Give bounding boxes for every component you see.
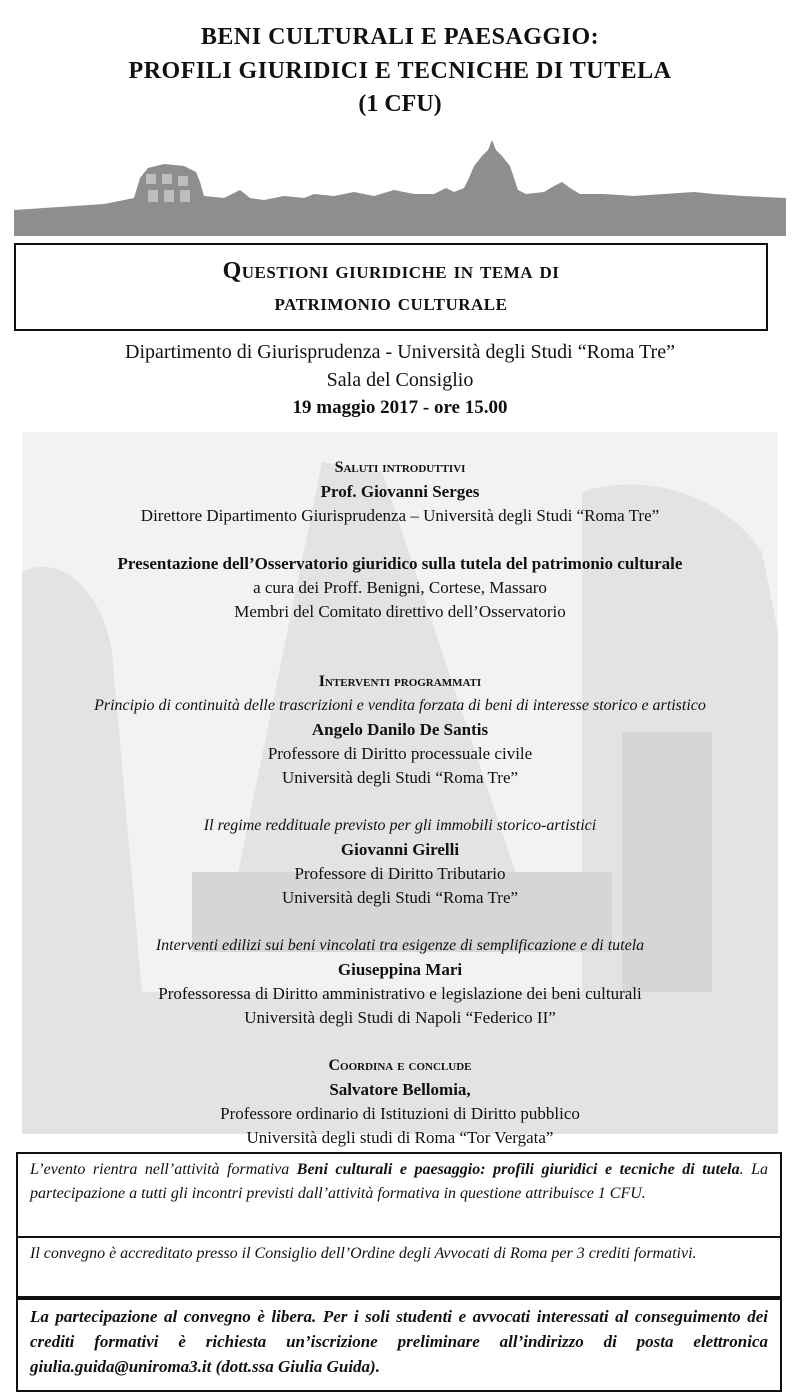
- rome-skyline-illustration: [14, 138, 786, 236]
- talk-item: [22, 814, 778, 910]
- talk-topic: Principio di continuità delle trascrizioni e vendita forzata di beni di interesse storico e artistico: [94, 697, 706, 714]
- talk-topic: Interventi edilizi sui beni vincolati tra esigenze di semplificazione e di tutela: [155, 937, 645, 954]
- speaker-name: Prof. Giovanni Serges: [320, 482, 480, 501]
- talk-item: [22, 694, 778, 790]
- event-title-line2: patrimonio culturale: [274, 290, 508, 316]
- section-heading-coordina: Coordina e conclude: [328, 1057, 472, 1074]
- course-title-line1: BENI CULTURALI E PAESAGGIO:: [200, 24, 600, 50]
- talk-topic: Il regime reddituale previsto per gli immobili storico-artistici: [203, 817, 597, 834]
- section-heading-interventi: Interventi programmati: [318, 673, 482, 690]
- cfu-note-course-name: Beni culturali e paesaggio: profili giuridici e tecniche di tutela: [296, 1161, 740, 1178]
- speaker-name: Angelo Danilo De Santis: [311, 720, 489, 739]
- speaker-name: Salvatore Bellomia,: [329, 1080, 471, 1099]
- course-header: [0, 0, 800, 120]
- speaker-affiliation: Università degli Studi “Roma Tre”: [281, 888, 519, 907]
- event-date: 19 maggio 2017 - ore 15.00: [292, 397, 508, 418]
- speaker-role: Professoressa di Diritto amministrativo e legislazione dei beni culturali: [158, 984, 642, 1003]
- venue-department: Dipartimento di Giurisprudenza - Università degli Studi “Roma Tre”: [125, 341, 675, 363]
- presentation-curators: a cura dei Proff. Benigni, Cortese, Massaro: [253, 578, 547, 597]
- course-credits: (1 CFU): [358, 91, 442, 117]
- section-heading-saluti: Saluti introduttivi: [334, 459, 466, 476]
- registration-note-box: [16, 1298, 782, 1392]
- presentation-title: Presentazione dell’Osservatorio giuridico sulla tutela del patrimonio culturale: [117, 554, 683, 573]
- presentation-curators-role: Membri del Comitato direttivo dell’Osservatorio: [234, 602, 566, 621]
- venue-info: [0, 338, 800, 422]
- speaker-affiliation: Università degli studi di Roma “Tor Vergata”: [246, 1128, 554, 1147]
- cfu-note-text: L’evento rientra nell’attività formativa: [30, 1161, 297, 1178]
- speaker-role: Professore di Diritto Tributario: [294, 864, 506, 883]
- speaker-role: Professore ordinario di Istituzioni di Diritto pubblico: [220, 1104, 580, 1123]
- talk-item: [22, 934, 778, 1030]
- venue-room: Sala del Consiglio: [326, 369, 474, 391]
- speaker-role: Professore di Diritto processuale civile: [267, 744, 533, 763]
- speaker-affiliation: Università degli Studi “Roma Tre”: [281, 768, 519, 787]
- course-title-line2: PROFILI GIURIDICI E TECNICHE DI TUTELA: [128, 58, 672, 84]
- program: [22, 456, 778, 1150]
- speaker-name: Giovanni Girelli: [340, 840, 460, 859]
- registration-note-text: La partecipazione al convegno è libera. Per i soli studenti e avvocati interessati al conseguimento dei crediti formativi è richiesta un’iscrizione preliminare all’indirizzo di posta elettronica giulia.guida@uniroma3.it (dott.ssa Giulia Guida).: [30, 1307, 768, 1376]
- accreditation-note-box: [16, 1236, 782, 1298]
- speaker-name: Giuseppina Mari: [337, 960, 463, 979]
- event-title-line1: Questioni giuridiche in tema di: [222, 258, 560, 284]
- cfu-note-box: [16, 1152, 782, 1238]
- accreditation-note-text: Il convegno è accreditato presso il Consiglio dell’Ordine degli Avvocati di Roma per 3 crediti formativi.: [30, 1245, 697, 1262]
- speaker-role: Direttore Dipartimento Giurisprudenza – Università degli Studi “Roma Tre”: [140, 506, 660, 525]
- event-title-box: [14, 243, 768, 331]
- speaker-affiliation: Università degli Studi di Napoli “Federico II”: [244, 1008, 556, 1027]
- cfu-note-text-end: . La partecipazione a tutti gli incontri previsti dall’attività formativa in questione attribuisce 1 CFU.: [30, 1161, 768, 1202]
